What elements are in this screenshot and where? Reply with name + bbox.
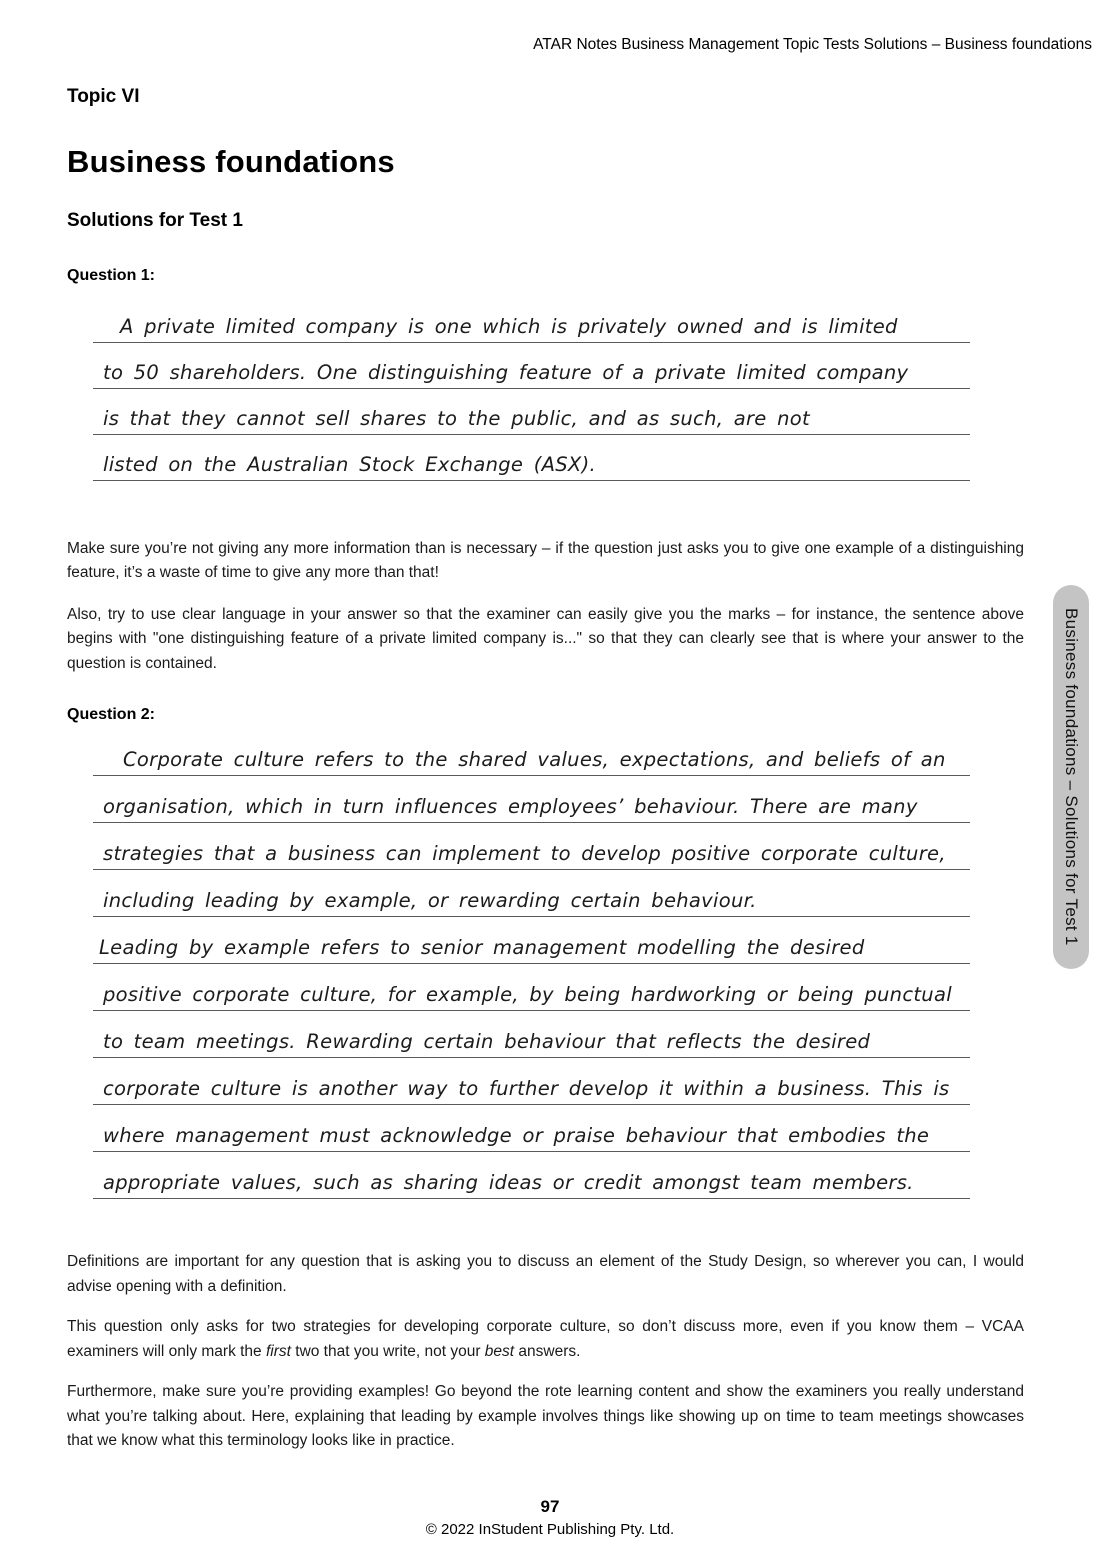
answer-line: including leading by example, or rewarding certain behaviour. — [93, 870, 970, 917]
chapter-side-tab — [1053, 585, 1089, 969]
question-1-handwritten-answer — [93, 297, 970, 481]
chapter-side-tab-label: Business foundations – Solutions for Test 1 — [1062, 608, 1081, 946]
answer-line: corporate culture is another way to further develop it within a business. This is — [93, 1058, 970, 1105]
commentary-paragraph: Also, try to use clear language in your answer so that the examiner can easily give you the marks – for instance, the sentence above begins with "one distinguishing feature of a private limited company is..." so that they can clearly see that is where your answer to the question is contained. — [67, 605, 1024, 672]
page-number: 97 — [540, 1497, 560, 1516]
commentary-paragraph — [67, 1315, 1024, 1364]
answer-line: appropriate values, such as sharing ideas or credit amongst team members. — [93, 1152, 970, 1199]
answer-line: where management must acknowledge or praise behaviour that embodies the — [93, 1105, 970, 1152]
answer-line: strategies that a business can implement to develop positive corporate culture, — [93, 823, 970, 870]
commentary-paragraph: Furthermore, make sure you’re providing examples! Go beyond the rote learning content and show the examiners you really understand what you’re talking about. Here, explaining that leading by example involves things like showing up on time to team meetings showcases that we know what this terminology looks like in practice. — [67, 1383, 1024, 1450]
page-subtitle: Solutions for Test 1 — [67, 209, 243, 231]
question-1-label: Question 1: — [67, 266, 156, 284]
commentary-text: two that you write, not your — [290, 1342, 485, 1360]
page-content — [67, 0, 1024, 1454]
answer-line: A private limited company is one which is privately owned and is limited — [93, 297, 970, 343]
page-footer — [0, 1496, 1100, 1539]
commentary-paragraph: Definitions are important for any question that is asking you to discuss an element of the Study Design, so wherever you can, I would advise opening with a definition. — [67, 1253, 1024, 1295]
answer-line: to team meetings. Rewarding certain behaviour that reflects the desired — [93, 1011, 970, 1058]
running-header: ATAR Notes Business Management Topic Tests Solutions – Business foundations — [533, 36, 1092, 53]
answer-line: to 50 shareholders. One distinguishing feature of a private limited company — [93, 343, 970, 389]
answer-line: Leading by example refers to senior management modelling the desired — [93, 917, 970, 964]
question-2-handwritten-answer — [93, 729, 970, 1199]
question-2-label: Question 2: — [67, 706, 156, 724]
copyright-notice: © 2022 InStudent Publishing Pty. Ltd. — [425, 1521, 675, 1538]
topic-label: Topic VI — [67, 86, 140, 107]
answer-line: positive corporate culture, for example, by being hardworking or being punctual — [93, 964, 970, 1011]
commentary-text: answers. — [514, 1342, 581, 1360]
commentary-text: This question only asks for two strategies for developing corporate culture, so don’t discuss more, even if you know them – VCAA examiners will only mark the — [67, 1318, 1024, 1360]
answer-line: listed on the Australian Stock Exchange (ASX). — [93, 435, 970, 481]
commentary-paragraph: Make sure you’re not giving any more information than is necessary – if the question just asks you to give one example of a distinguishing feature, it’s a waste of time to give any more than that! — [67, 539, 1024, 582]
emphasized-word: best — [484, 1342, 515, 1360]
answer-line: is that they cannot sell shares to the public, and as such, are not — [93, 389, 970, 435]
emphasized-word: first — [265, 1342, 291, 1360]
answer-line: organisation, which in turn influences employees’ behaviour. There are many — [93, 776, 970, 823]
answer-line: Corporate culture refers to the shared values, expectations, and beliefs of an — [93, 729, 970, 776]
page-title: Business foundations — [67, 143, 395, 179]
